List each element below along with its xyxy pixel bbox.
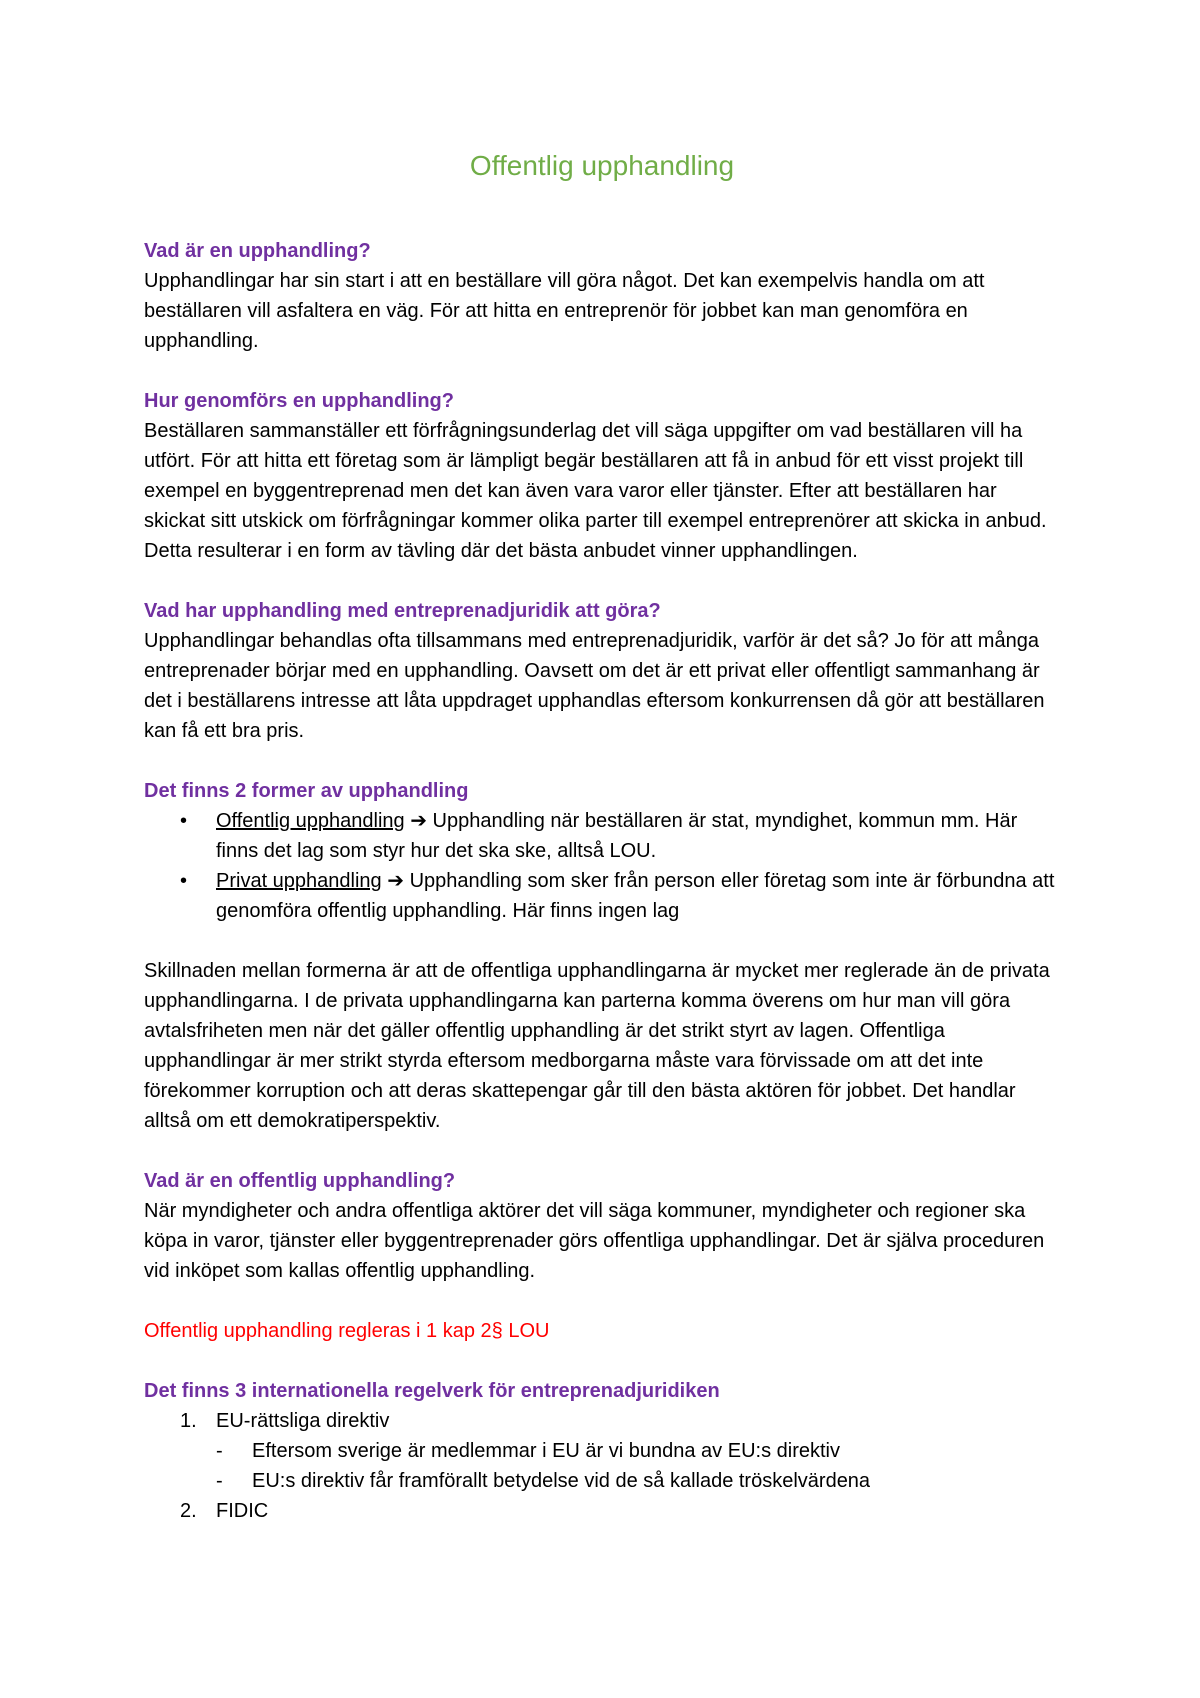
- section-frameworks: [144, 1376, 1060, 1526]
- section-heading: Det finns 3 internationella regelverk för entreprenadjuridiken: [144, 1380, 720, 1402]
- list-number: 2.: [180, 1500, 197, 1522]
- section-body: Skillnaden mellan formerna är att de offentliga upphandlingarna är mycket mer reglerade än de privata upphandlingarna. I de privata upphandlingarna kan parterna komma överens om hur man vill göra avtalsfriheten men när det gäller offentlig upphandling är det strikt styrt av lagen. Offentliga upphandlingar är mer strikt styrda eftersom medborgarna måste vara förvissade om att det inte förekommer korruption och att deras skattepengar går till den bästa aktören för jobbet. Det handlar alltså om ett demokratiperspektiv.: [144, 960, 1050, 1132]
- list-item: [180, 806, 1060, 866]
- section-body: Upphandlingar behandlas ofta tillsammans med entreprenadjuridik, varför är det så? Jo för att många entreprenader börjar med en upphandling. Oavsett om det är ett privat eller offentligt sammanhang är det i beställarens intresse att låta uppdraget upphandlas eftersom konkurrensen då gör att beställaren kan få ett bra pris.: [144, 630, 1045, 742]
- section-heading: Vad har upphandling med entreprenadjuridik att göra?: [144, 600, 661, 622]
- document-title: Offentlig upphandling: [469, 150, 735, 181]
- list-item-label: EU-rättsliga direktiv: [216, 1410, 390, 1432]
- list-item-term: Offentlig upphandling: [216, 810, 405, 832]
- bullet-icon: •: [180, 810, 188, 832]
- list-item-desc: Upphandling när beställaren är stat, myndighet, kommun mm. Här finns det lag som styr hur det ska ske, alltså LOU.: [216, 810, 1018, 862]
- section-heading: Vad är en upphandling?: [144, 240, 371, 262]
- forms-list: [144, 806, 1060, 926]
- list-item-label: FIDIC: [216, 1500, 269, 1522]
- sub-list: [216, 1436, 1060, 1496]
- section-how-procurement: [144, 386, 1060, 566]
- section-body: Beställaren sammanställer ett förfrågningsunderlag det vill säga uppgifter om vad beställaren vill ha utfört. För att hitta ett företag som är lämpligt begär beställaren att få in anbud för ett visst projekt till exempel en byggentreprenad men det kan även vara varor eller tjänster. Efter att beställaren har skickat sitt utskick om förfrågningar kommer olika parter till exempel entreprenörer att skicka in anbud. Detta resulterar i en form av tävling där det bästa anbudet vinner upphandlingen.: [144, 420, 1047, 562]
- section-regulation: [144, 1316, 1060, 1346]
- section-public-procurement: [144, 1166, 1060, 1286]
- frameworks-list: [144, 1406, 1060, 1526]
- section-difference: [144, 956, 1060, 1136]
- list-item: [180, 1496, 1060, 1526]
- list-item-term: Privat upphandling: [216, 870, 382, 892]
- list-item: [180, 866, 1060, 926]
- section-heading: Hur genomförs en upphandling?: [144, 390, 454, 412]
- sub-list-item-text: Eftersom sverige är medlemmar i EU är vi bundna av EU:s direktiv: [252, 1440, 840, 1462]
- sub-list-item-text: EU:s direktiv får framförallt betydelse vid de så kallade tröskelvärdena: [252, 1470, 871, 1492]
- list-item: [180, 1406, 1060, 1496]
- dash-icon: -: [216, 1440, 223, 1462]
- section-procurement-and-law: [144, 596, 1060, 746]
- list-item-desc: Upphandling som sker från person eller företag som inte är förbundna att genomföra offentlig upphandling. Här finns ingen lag: [216, 870, 1055, 922]
- arrow-right-icon: ➔: [387, 870, 405, 892]
- section-body: Upphandlingar har sin start i att en beställare vill göra något. Det kan exempelvis handla om att beställaren vill asfaltera en väg. För att hitta en entreprenör för jobbet kan man genomföra en upphandling.: [144, 270, 985, 352]
- section-heading: Vad är en offentlig upphandling?: [144, 1170, 456, 1192]
- sub-list-item: [216, 1466, 1060, 1496]
- list-number: 1.: [180, 1410, 197, 1432]
- section-heading: Det finns 2 former av upphandling: [144, 780, 469, 802]
- section-forms: [144, 776, 1060, 926]
- section-what-is-procurement: [144, 236, 1060, 356]
- dash-icon: -: [216, 1470, 223, 1492]
- arrow-right-icon: ➔: [410, 810, 427, 832]
- regulation-note: Offentlig upphandling regleras i 1 kap 2§ LOU: [144, 1320, 550, 1342]
- bullet-icon: •: [180, 870, 188, 892]
- sub-list-item: [216, 1436, 1060, 1466]
- section-body: När myndigheter och andra offentliga aktörer det vill säga kommuner, myndigheter och regioner ska köpa in varor, tjänster eller byggentreprenader görs offentliga upphandlingar. Det är själva proceduren vid inköpet som kallas offentlig upphandling.: [144, 1200, 1045, 1282]
